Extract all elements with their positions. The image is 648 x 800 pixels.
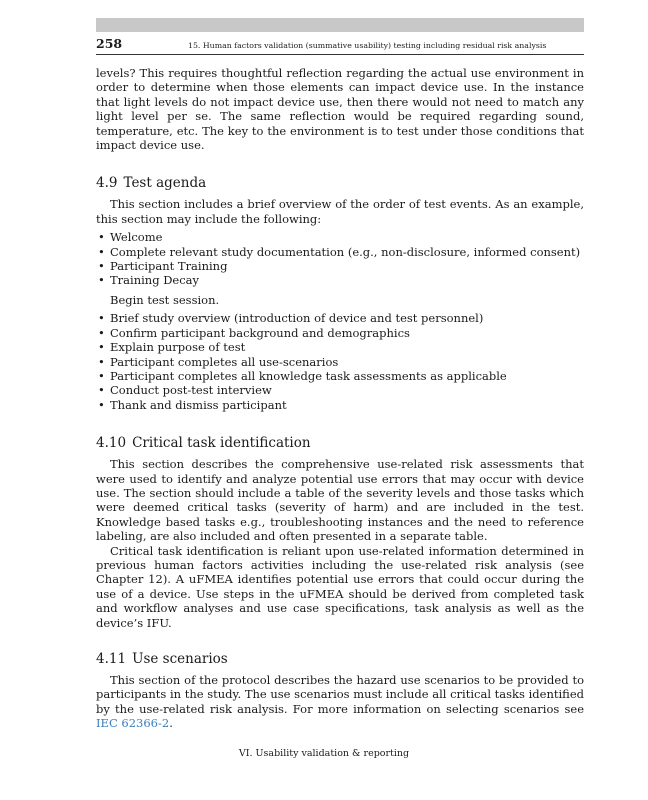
section-title: Use scenarios [132, 651, 228, 667]
section-4-10-paragraph-1: This section describes the comprehensive use-related risk assessments that were used to identify and analyze potential use errors that may occur with device use. The section should include a table of the severity levels and those tasks which were deemed critical tasks (severity of harm) and are included in the test. Knowledge based tasks e.g., troubleshooting instances and the need to reference labeling, are also included and often presented in a separate table. [96, 457, 584, 544]
section-title: Test agenda [123, 175, 207, 192]
page-header [96, 34, 584, 55]
list-item: • Thank and dismiss participant [96, 398, 584, 412]
header-bar [96, 18, 584, 32]
list-item: • Training Decay [96, 273, 584, 287]
list-item: • Welcome [96, 230, 584, 244]
section-4-10-paragraph-2: Critical task identification is reliant upon use-related information determined in previous human factors activities including the use-related risk analysis (see Chapter 12). A uFMEA identifies potential use errors that could occur during the use of a device. Use steps in the uFMEA should be derived from completed task and workflow analyses and use case specifications, task analysis as well as the device’s IFU. [96, 543, 584, 630]
section-number: 4.10 [96, 435, 127, 452]
list-item: • Complete relevant study documentation (e.g., non-disclosure, informed consent) [96, 245, 584, 259]
section-heading-4-11 [96, 650, 584, 668]
section-4-11-paragraph [96, 673, 584, 731]
iec-62366-2-link[interactable]: IEC 62366-2 [96, 716, 170, 731]
running-title: 15. Human factors validation (summative usability) testing including residual risk analysis [188, 41, 547, 50]
list-item: • Explain purpose of test [96, 340, 584, 354]
list-item: • Confirm participant background and demographics [96, 326, 584, 340]
begin-test-text: Begin test session. [110, 292, 220, 307]
agenda-list-session [96, 311, 584, 412]
section-heading-4-10 [96, 434, 584, 452]
section-title: Critical task identification [132, 435, 311, 452]
page-footer: VI. Usability validation & reporting [238, 748, 410, 759]
page-content [96, 66, 584, 731]
section-number: 4.9 [96, 175, 118, 192]
list-item: • Participant completes all knowledge task assessments as applicable [96, 369, 584, 383]
section-heading-4-9 [96, 174, 584, 192]
list-item: • Participant Training [96, 259, 584, 273]
list-item: • Participant completes all use-scenarios [96, 355, 584, 369]
page-number: 258 [96, 36, 123, 51]
section-4-9-intro: This section includes a brief overview of the order of test events. As an example, this section may include the following: [96, 197, 584, 226]
section-number: 4.11 [96, 651, 127, 667]
intro-paragraph: levels? This requires thoughtful reflection regarding the actual use environment in order to determine when those elements can impact device use. In the instance that light levels do not impact device use, then there would not need to match any light level per se. The same reflection would be required regarding sound, temperature, etc. The key to the environment is to test under those conditions that impact device use. [96, 66, 584, 153]
list-item: • Brief study overview (introduction of device and test personnel) [96, 311, 584, 325]
list-item: • Conduct post-test interview [96, 383, 584, 397]
agenda-list-pre [96, 230, 584, 288]
paragraph-text: This section of the protocol describes the hazard use scenarios to be provided to participants in the study. The use scenarios must include all critical tasks identified by the use-related risk analysis. For more information on selecting scenarios see [96, 673, 584, 716]
paragraph-end: . [169, 716, 173, 731]
